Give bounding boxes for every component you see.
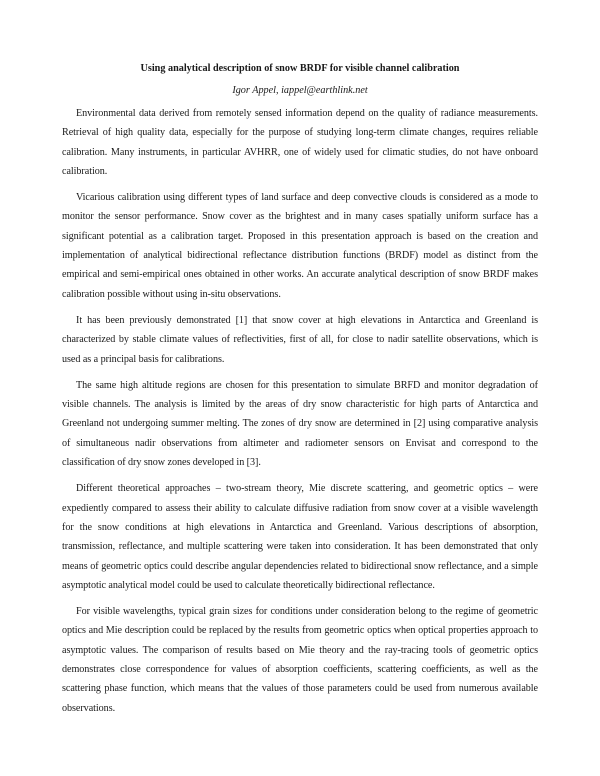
paragraph-4: The same high altitude regions are chosen for this presentation to simulate BRFD and monitor degradation of visible channels. The analysis is limited by the areas of dry snow characteristic for high parts of Antarctica and Greenland not undergoing summer melting. The zones of dry snow are determined in [2] using comparative analysis of simultaneous nadir observations from altimeter and radiometer sensors on Envisat and correspond to the classification of dry snow zones developed in [3]. xyxy=(62,379,538,469)
paragraph-3: It has been previously demonstrated [1] that snow cover at high elevations in Antarctica and Greenland is characterized by stable climate values of reflectivities, first of all, for close to nadir satellite observations, which is used as a principal basis for calibrations. xyxy=(62,314,538,365)
paragraph-5: Different theoretical approaches – two-stream theory, Mie discrete scattering, and geometric optics – were expediently compared to assess their ability to calculate diffusive radiation from snow cover at a visible wavelength for the snow conditions at high elevations in Antarctica and Greenland. Various descriptions of absorption, transmission, reflectance, and multiple scattering were taken into consideration. It has been demonstrated that only means of geometric optics could describe angular dependencies related to bidirectional snow reflectance, and a simple asymptotic analytical model could be used to calculate theoretically bidirectional reflectance. xyxy=(62,483,538,591)
author-line: Igor Appel, iappel@earthlink.net xyxy=(232,85,368,96)
paragraph-6: For visible wavelengths, typical grain sizes for conditions under consideration belong to the regime of geometric optics and Mie description could be replaced by the results from geometric optics when optical properties approach to asymptotic values. The comparison of results based on Mie theory and the ray-tracing tools of geometric optics demonstrates close correspondence for values of absorption coefficients, scattering coefficients, as well as the scattering phase function, which means that the values of those parameters could be used from numerous available observations. xyxy=(62,606,538,714)
paragraph-2: Vicarious calibration using different types of land surface and deep convective clouds is considered as a mode to monitor the sensor performance. Snow cover as the brightest and in many cases spatially uniform surface has a significant potential as a calibration target. Proposed in this presentation approach is based on the creation and implementation of analytical bidirectional reflectance distribution functions (BRDF) model as distinct from the empirical and semi-empirical ones obtained in other works. An accurate analytical description of snow BRDF makes calibration possible without using in-situ observations. xyxy=(62,192,538,300)
document-page xyxy=(62,62,538,725)
paragraph-1: Environmental data derived from remotely sensed information depend on the quality of radiance measurements. Retrieval of high quality data, especially for the purpose of studying long-term climate changes, requires reliable calibration. Many instruments, in particular AVHRR, one of widely used for climatic studies, do not have onboard calibration. xyxy=(62,108,538,177)
document-title: Using analytical description of snow BRDF for visible channel calibration xyxy=(140,63,460,74)
